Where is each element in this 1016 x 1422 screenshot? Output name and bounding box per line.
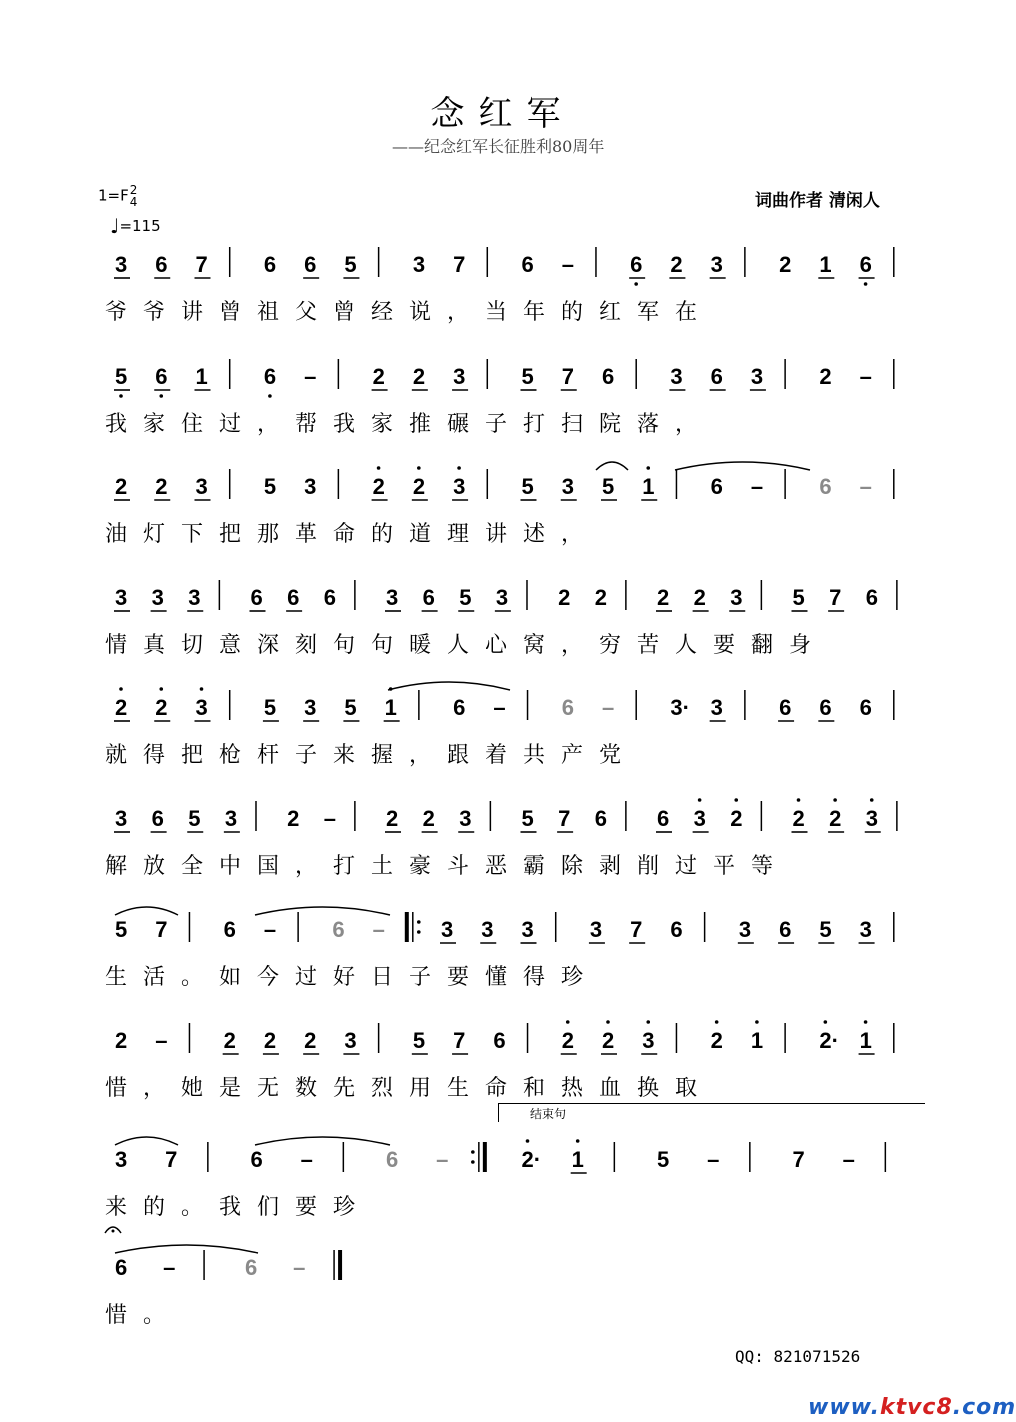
note: 3 xyxy=(642,1028,655,1053)
note: 1 xyxy=(819,252,832,277)
note: 5 xyxy=(521,806,534,831)
note: 3 xyxy=(495,585,509,610)
note: – xyxy=(493,695,506,720)
note: 3 xyxy=(670,364,683,389)
low-octave-dot xyxy=(864,282,868,286)
note: 6 xyxy=(630,252,643,277)
lyrics-line: 情真切意深刻句句暖人心窝，穷苦人要翻身 xyxy=(105,633,828,658)
watermark-part-3: .com xyxy=(952,1395,1016,1420)
watermark-part-1: www. xyxy=(808,1395,880,1420)
note: 2 xyxy=(422,806,435,831)
note: 3 xyxy=(521,917,534,942)
note: 3 xyxy=(865,806,878,831)
note: 3 xyxy=(859,917,872,942)
note: 6 xyxy=(422,585,435,610)
note: 2 xyxy=(412,474,426,499)
slur xyxy=(388,682,510,690)
note: 2 xyxy=(412,364,426,389)
note: 5 xyxy=(188,806,201,831)
fermata-dot xyxy=(112,1230,115,1233)
note: 3 xyxy=(738,917,752,942)
note: 6 xyxy=(223,917,236,942)
note: 2 xyxy=(304,1028,317,1053)
note: 1 xyxy=(571,1147,584,1172)
note: 5 xyxy=(263,474,277,499)
key-label: 1=F xyxy=(98,186,129,205)
note: 6 xyxy=(819,474,832,499)
note: 6 xyxy=(493,1028,506,1053)
repeat-dot xyxy=(417,920,421,924)
lyrics-line: 生活。如今过好日子要懂得珍 xyxy=(105,965,600,990)
note: 3 xyxy=(115,585,128,610)
note: 2 xyxy=(657,585,670,610)
note: – xyxy=(323,806,336,831)
high-octave-dot xyxy=(576,1139,580,1143)
note: 7 xyxy=(155,917,168,942)
slur xyxy=(596,462,628,470)
note: 1 xyxy=(195,364,208,389)
note: 3· xyxy=(670,695,690,720)
high-octave-dot xyxy=(734,798,738,802)
lyrics-line: 来的。我们要珍 xyxy=(105,1195,372,1220)
qq-contact: QQ: 821071526 xyxy=(735,1347,861,1366)
note: 2· xyxy=(819,1028,839,1053)
note: 2 xyxy=(155,695,168,720)
quarter-note-icon: ♩ xyxy=(110,214,120,238)
note: 6 xyxy=(115,1255,128,1280)
low-octave-dot xyxy=(119,394,123,398)
note: 5 xyxy=(792,585,805,610)
note: 2 xyxy=(819,364,832,389)
note: 2 xyxy=(561,1028,574,1053)
repeat-dot xyxy=(471,1150,475,1154)
note: 6 xyxy=(263,252,277,277)
note: 6 xyxy=(521,252,534,277)
high-octave-dot xyxy=(606,1020,610,1024)
note: 6 xyxy=(779,695,792,720)
note: 2 xyxy=(372,474,385,499)
lyrics-line: 爷爷讲曾祖父曾经说，当年的红军在 xyxy=(105,300,714,325)
note: 3 xyxy=(730,585,743,610)
note: 3 xyxy=(589,917,603,942)
high-octave-dot xyxy=(646,466,650,470)
note: 1 xyxy=(642,474,655,499)
note: – xyxy=(293,1255,306,1280)
note: 6 xyxy=(332,917,345,942)
note: 2 xyxy=(115,695,128,720)
note: 6 xyxy=(155,252,168,277)
note: 6 xyxy=(263,364,277,389)
note: 5 xyxy=(657,1147,670,1172)
note: – xyxy=(263,917,277,942)
note: – xyxy=(436,1147,449,1172)
note: 1 xyxy=(750,1028,764,1053)
note: 6 xyxy=(453,695,466,720)
note: 3 xyxy=(224,806,238,831)
note: 6 xyxy=(601,364,615,389)
note: 3 xyxy=(561,474,574,499)
note: 3 xyxy=(710,695,723,720)
high-octave-dot xyxy=(417,466,421,470)
song-title: 念红军 xyxy=(430,94,575,134)
high-octave-dot xyxy=(526,1139,530,1143)
note: 3 xyxy=(304,474,317,499)
high-octave-dot xyxy=(864,1020,868,1024)
low-octave-dot xyxy=(268,394,272,398)
high-octave-dot xyxy=(755,1020,759,1024)
note: 2· xyxy=(521,1147,542,1172)
high-octave-dot xyxy=(797,798,801,802)
note: 6 xyxy=(859,695,872,720)
note: 3 xyxy=(693,806,706,831)
note: 3 xyxy=(115,1147,128,1172)
note: 7 xyxy=(829,585,842,610)
note: 2 xyxy=(779,252,792,277)
note: 7 xyxy=(453,1028,466,1053)
note: 3 xyxy=(151,585,164,610)
note: 3 xyxy=(441,917,454,942)
note: 6 xyxy=(386,1147,399,1172)
high-octave-dot xyxy=(646,1020,650,1024)
high-octave-dot xyxy=(159,687,163,691)
note: 6 xyxy=(155,364,168,389)
note: 2 xyxy=(223,1028,236,1053)
note: – xyxy=(750,474,764,499)
note: 5 xyxy=(521,364,534,389)
note: 2 xyxy=(670,252,683,277)
note: 3 xyxy=(710,252,723,277)
note: 3 xyxy=(304,695,317,720)
note: 2 xyxy=(372,364,385,389)
author-credit: 词曲作者 清闲人 xyxy=(755,191,880,211)
note: 6 xyxy=(779,917,792,942)
note: 5 xyxy=(412,1028,426,1053)
note: – xyxy=(859,474,872,499)
note: 5 xyxy=(263,695,277,720)
note: 3 xyxy=(453,364,466,389)
note: 2 xyxy=(594,585,607,610)
lyrics-line: 解放全中国，打土豪斗恶霸除剥削过平等 xyxy=(105,854,790,879)
note: 3 xyxy=(115,252,128,277)
lyrics-line: 就得把枪杆子来握，跟着共产党 xyxy=(105,743,638,768)
note: 6 xyxy=(561,695,574,720)
notes-layer xyxy=(105,247,897,1328)
note: 6 xyxy=(865,585,878,610)
high-octave-dot xyxy=(377,466,381,470)
note: 2 xyxy=(386,806,399,831)
note: 2 xyxy=(263,1028,277,1053)
note: – xyxy=(372,917,385,942)
note: 2 xyxy=(115,474,128,499)
note: 6 xyxy=(594,806,607,831)
note: – xyxy=(601,695,615,720)
note: 5 xyxy=(344,695,357,720)
note: 7 xyxy=(792,1147,805,1172)
note: 3 xyxy=(195,695,208,720)
note: 7 xyxy=(195,252,208,277)
note: – xyxy=(300,1147,313,1172)
note: 1 xyxy=(859,1028,872,1053)
note: – xyxy=(163,1255,176,1280)
note: 6 xyxy=(151,806,164,831)
note: 7 xyxy=(561,364,574,389)
note: 6 xyxy=(250,585,263,610)
lyrics-line: 惜，她是无数先烈用生命和热血换取 xyxy=(105,1076,714,1101)
high-octave-dot xyxy=(457,466,461,470)
note: 6 xyxy=(859,252,872,277)
note: 6 xyxy=(323,585,336,610)
note: 3 xyxy=(188,585,201,610)
note: 5 xyxy=(115,364,128,389)
note: 2 xyxy=(287,806,300,831)
note: 5 xyxy=(344,252,357,277)
high-octave-dot xyxy=(119,687,123,691)
note: 2 xyxy=(730,806,743,831)
watermark-part-2: ktvc8 xyxy=(879,1395,953,1420)
note: 6 xyxy=(245,1255,258,1280)
note: – xyxy=(707,1147,720,1172)
note: 7 xyxy=(453,252,466,277)
lyrics-line: 油灯下把那革命的道理讲述， xyxy=(105,522,600,547)
note: 3 xyxy=(195,474,208,499)
slur xyxy=(255,907,390,915)
slur xyxy=(255,1137,390,1145)
lyrics-line: 我家住过，帮我家推碾子打扫院落， xyxy=(105,412,714,437)
note: 2 xyxy=(693,585,706,610)
lyrics-line: 惜。 xyxy=(105,1303,182,1328)
slur xyxy=(675,462,810,470)
note: 7 xyxy=(165,1147,178,1172)
note: 3 xyxy=(412,252,426,277)
high-octave-dot xyxy=(824,1020,828,1024)
note: 6 xyxy=(250,1147,263,1172)
note: – xyxy=(859,364,872,389)
note: 5 xyxy=(819,917,832,942)
note: 2 xyxy=(115,1028,128,1053)
note: 5 xyxy=(459,585,472,610)
low-octave-dot xyxy=(159,394,163,398)
note: 3 xyxy=(750,364,764,389)
note: 2 xyxy=(155,474,168,499)
note: – xyxy=(842,1147,855,1172)
note: 2 xyxy=(829,806,842,831)
note: 2 xyxy=(710,1028,723,1053)
note: 6 xyxy=(304,252,317,277)
note: 5 xyxy=(115,917,128,942)
note: 3 xyxy=(386,585,399,610)
note: – xyxy=(155,1028,168,1053)
note: 5 xyxy=(521,474,534,499)
repeat-dot xyxy=(471,1160,475,1164)
note: 6 xyxy=(710,364,723,389)
high-octave-dot xyxy=(870,798,874,802)
low-octave-dot xyxy=(634,282,638,286)
slur xyxy=(115,1245,258,1253)
watermark xyxy=(808,1395,1016,1420)
note: – xyxy=(561,252,574,277)
note: – xyxy=(304,364,317,389)
note: 5 xyxy=(601,474,615,499)
note: 7 xyxy=(630,917,643,942)
note: 6 xyxy=(287,585,300,610)
note: 3 xyxy=(453,474,466,499)
note: 3 xyxy=(344,1028,357,1053)
slur xyxy=(115,1137,178,1145)
note: 1 xyxy=(384,695,397,720)
note: 2 xyxy=(792,806,805,831)
high-octave-dot xyxy=(833,798,837,802)
note: 7 xyxy=(558,806,571,831)
note: 6 xyxy=(710,474,723,499)
tempo-value: =115 xyxy=(119,217,161,235)
song-subtitle: ——纪念红军长征胜利80周年 xyxy=(392,137,605,156)
note: 2 xyxy=(558,585,571,610)
time-numerator: 2 xyxy=(129,183,138,197)
slur xyxy=(115,907,178,915)
ending-label: 结束句 xyxy=(530,1107,567,1121)
note: 3 xyxy=(481,917,494,942)
note: 2 xyxy=(601,1028,615,1053)
high-octave-dot xyxy=(698,798,702,802)
note: 6 xyxy=(657,806,670,831)
note: 6 xyxy=(819,695,832,720)
time-denominator: 4 xyxy=(129,195,138,209)
repeat-dot xyxy=(417,930,421,934)
note: 3 xyxy=(459,806,472,831)
high-octave-dot xyxy=(715,1020,719,1024)
note: 3 xyxy=(115,806,128,831)
high-octave-dot xyxy=(566,1020,570,1024)
high-octave-dot xyxy=(200,687,204,691)
note: 6 xyxy=(670,917,683,942)
